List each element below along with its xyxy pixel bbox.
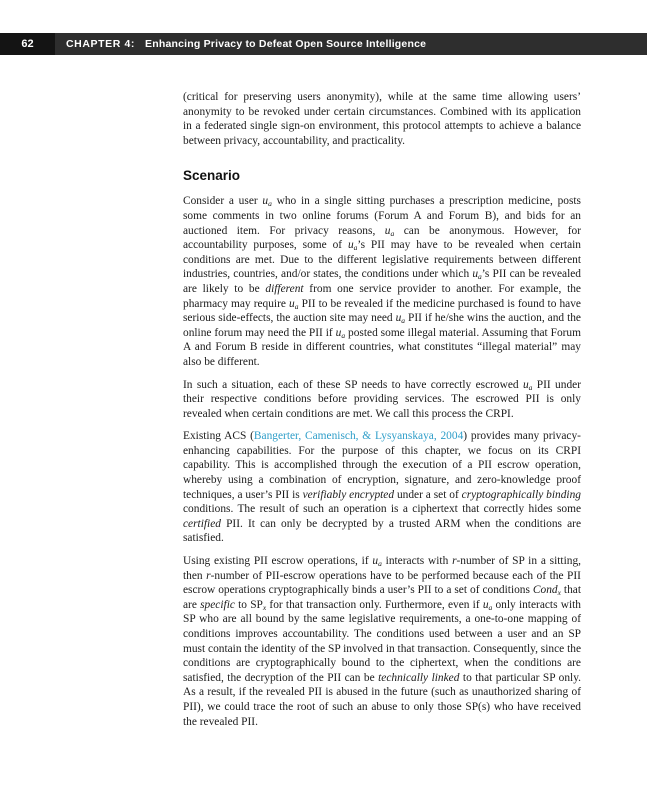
text-segment: posted some illegal material. Assuming that Forum A and Forum B reside in different countries, what constitutes “illegal material” may also be different.	[183, 326, 581, 368]
text-segment: -number of SP in a sitting, then	[183, 555, 581, 582]
subscript-text: a	[378, 559, 382, 569]
text-segment: PII under their respective conditions before providing services. The escrowed PII is only revealed when certain conditions are met. We call this process the CRPI.	[183, 378, 581, 420]
scenario-paragraph-3	[183, 429, 581, 546]
italic-text: verifiably encrypted	[302, 488, 395, 501]
text-segment: conditions. The result of such an operation is a ciphertext that correctly hides some	[183, 503, 581, 516]
subscript-text: a	[528, 382, 533, 392]
scenario-paragraph-2	[183, 378, 581, 422]
italic-text: u	[372, 555, 379, 568]
chapter-title: Enhancing Privacy to Defeat Open Source Intelligence	[145, 38, 427, 50]
subscript-text: x	[262, 602, 267, 612]
text-segment: who in a single sitting purchases a prescription medicine, posts some comments in two online forums (Forum A and Forum B), and bids for an auctioned item. For privacy reasons,	[183, 195, 581, 237]
chapter-label: CHAPTER 4:	[66, 38, 136, 50]
text-segment: ’s PII can be revealed are likely to be	[183, 268, 581, 295]
section-heading-scenario: Scenario	[183, 168, 241, 184]
italic-text: u	[395, 312, 402, 325]
paragraph-intro	[183, 90, 581, 148]
subscript-text: a	[488, 602, 493, 612]
scenario-paragraph-1	[183, 194, 581, 369]
subscript-text: a	[341, 330, 346, 340]
italic-text: u	[262, 195, 269, 208]
italic-text: u	[522, 378, 529, 391]
italic-text: u	[335, 326, 342, 339]
text-segment: that are	[183, 584, 581, 611]
text-segment: ) provides many privacy-enhancing capabilities. For the purpose of this chapter, we focus on its CRPI capability. This is accomplished through the execution of a PII escrow operation, whereby using a combination of encryption, signature, and zero-knowledge proof techniques, a user’s PII is	[183, 430, 581, 501]
text-segment: under a set of	[394, 488, 462, 501]
page-number: 62	[0, 33, 55, 55]
text-segment: Existing ACS (	[183, 430, 254, 443]
italic-text: r	[452, 555, 457, 568]
italic-text: specific	[200, 598, 235, 611]
text-segment: Consider a user	[183, 195, 263, 208]
italic-text: technically linked	[378, 671, 460, 684]
chapter-header	[0, 33, 647, 55]
text-segment: (critical for preserving users anonymity), while at the same time allowing users’ anonymity to be revoked under certain circumstances. Combined with its application in a federated single sign-on environment, this protocol attempts to achieve a balance between privacy, accountability, and practicality.	[183, 91, 581, 147]
italic-text: u	[482, 598, 489, 611]
citation-link[interactable]: Bangerter, Camenisch, & Lysyanskaya, 2004	[253, 430, 464, 443]
text-segment: PII. It can only be decrypted by a trusted ARM when the conditions are satisfied.	[183, 517, 581, 545]
italic-text: different	[265, 282, 304, 295]
text-segment: can be anonymous. However, for accountability purposes, some of	[183, 224, 581, 252]
text-segment: for that transaction only. Furthermore, even if	[266, 598, 483, 611]
text-segment: PII to be revealed if the medicine purchased is found to have serious side-effects, the auction site may need	[183, 297, 581, 325]
text-segment: PII if he/she wins the auction, and the online forum may need the PII if	[183, 312, 581, 339]
italic-text: u	[384, 224, 391, 237]
subscript-text: a	[353, 243, 358, 253]
italic-text: u	[347, 239, 354, 252]
subscript-text: a	[390, 228, 395, 238]
text-segment: ’s PII may have to be revealed when certain conditions are met. Due to the different legislative requirements between different industries, countries, and/or states, the conditions under which	[183, 239, 581, 281]
italic-text: cryptographically binding	[461, 488, 581, 501]
text-segment: only interacts with SP who are all bound by the same legislative requirements, a one-to-one mapping of conditions improves accountability. The conditions used between a user and an SP must contain the identity of the SP involved in that transaction. Consequently, since the conditions are cryptographically bound to the ciphertext, when the conditions are satisfied, the decryption of the PII can be	[183, 598, 581, 684]
subscript-text: a	[401, 316, 406, 326]
page-content	[183, 90, 581, 737]
italic-text: u	[289, 297, 295, 310]
subscript-text: a	[268, 199, 272, 209]
italic-text: certified	[183, 517, 221, 530]
subscript-text: x	[557, 588, 561, 598]
text-segment: In such a situation, each of these SP needs to have correctly escrowed	[183, 378, 523, 391]
subscript-text: a	[478, 272, 482, 282]
text-segment: to SP	[234, 598, 263, 611]
text-segment: -number of PII-escrow operations have to be performed because each of the PII escrow operations cryptographically binds a user’s PII to a set of conditions	[183, 569, 581, 597]
italic-text: Cond	[532, 584, 558, 597]
italic-text: u	[472, 268, 479, 281]
text-segment: to that particular SP only. As a result, if the revealed PII is abused in the future (such as unauthorized sharing of PII), we could trace the root of such an abuse to only those SP(s) who have received the revealed PII.	[183, 671, 581, 728]
text-segment: interacts with	[381, 555, 453, 568]
subscript-text: a	[294, 301, 299, 311]
text-segment: Using existing PII escrow operations, if	[183, 555, 373, 568]
italic-text: r	[206, 569, 211, 582]
scenario-paragraph-4	[183, 554, 581, 729]
text-segment: from one service provider to another. For example, the pharmacy may require	[183, 282, 581, 310]
